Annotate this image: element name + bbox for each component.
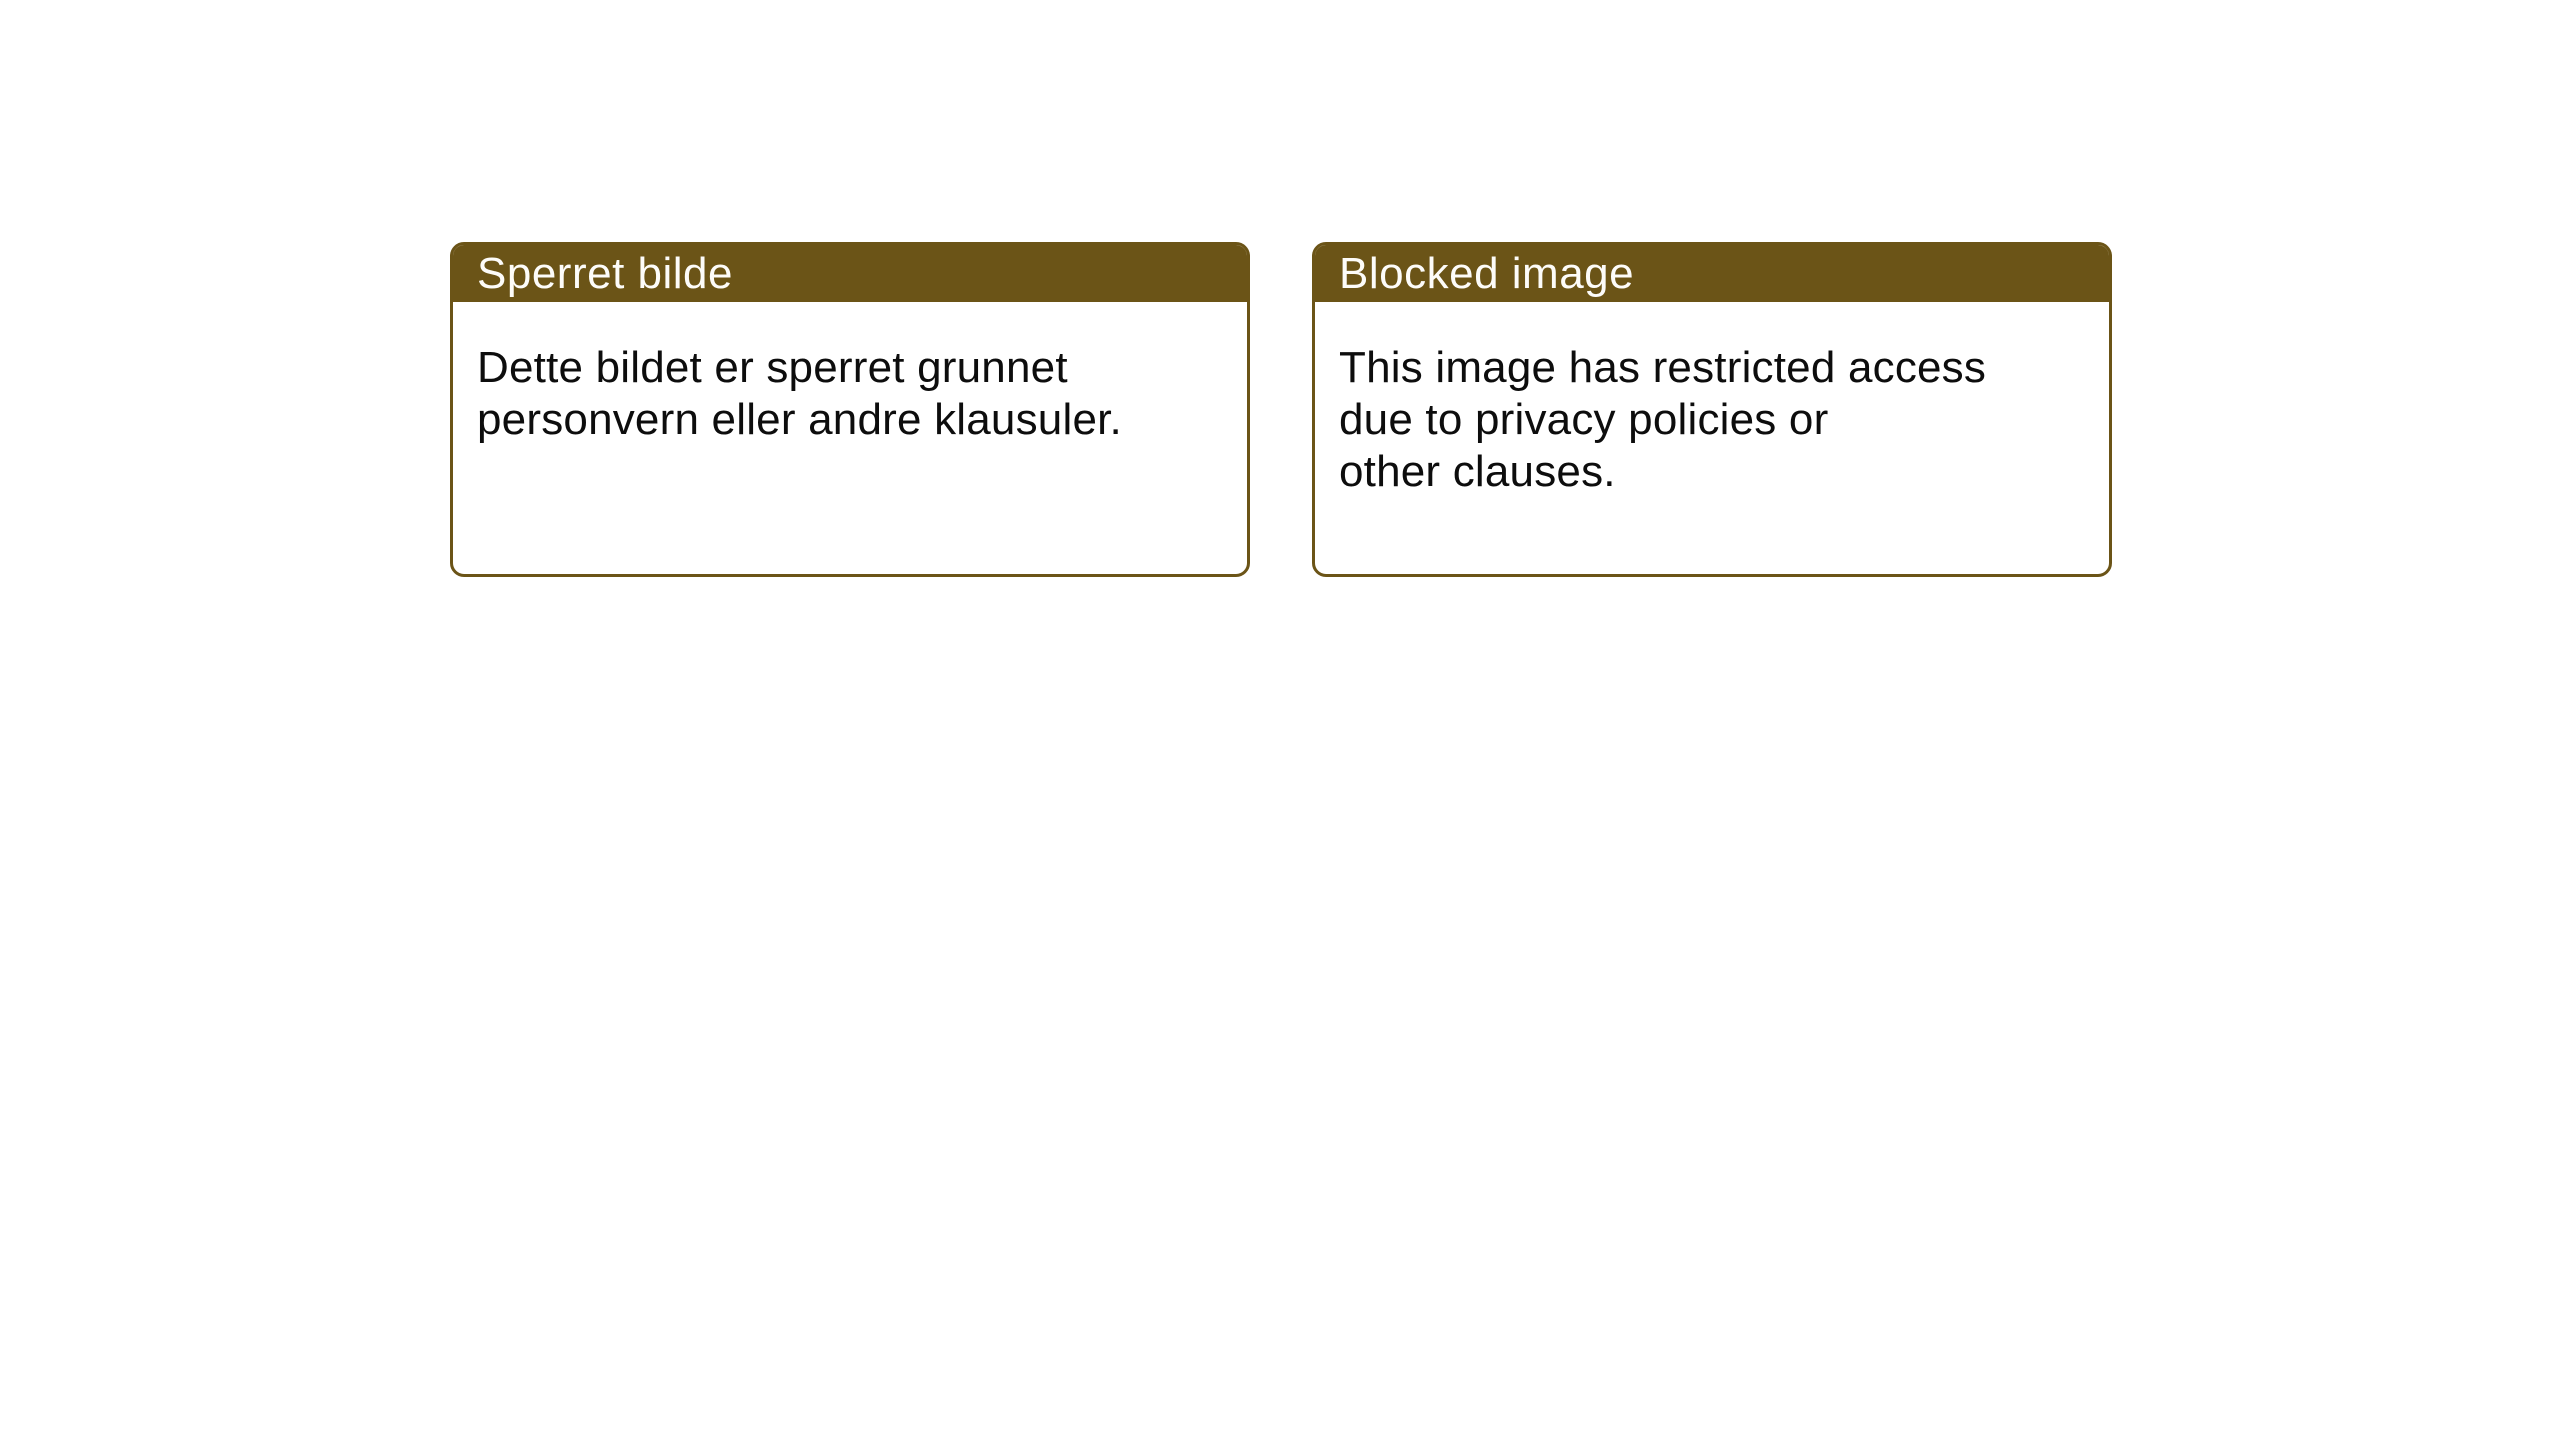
card-body-line: personvern eller andre klausuler. [477,395,1122,444]
blocked-image-card-english [1312,242,2112,577]
blocked-image-notices [450,242,2112,577]
card-body-line: due to privacy policies or [1339,395,1829,444]
card-body-line: other clauses. [1339,447,1616,496]
card-header [453,245,1247,302]
card-body-line: Dette bildet er sperret grunnet [477,343,1068,392]
card-body [453,302,1247,446]
card-header [1315,245,2109,302]
card-title: Sperret bilde [477,249,733,298]
card-body-line: This image has restricted access [1339,343,1987,392]
card-body [1315,302,2109,498]
blocked-image-card-norwegian [450,242,1250,577]
card-title: Blocked image [1339,249,1635,298]
